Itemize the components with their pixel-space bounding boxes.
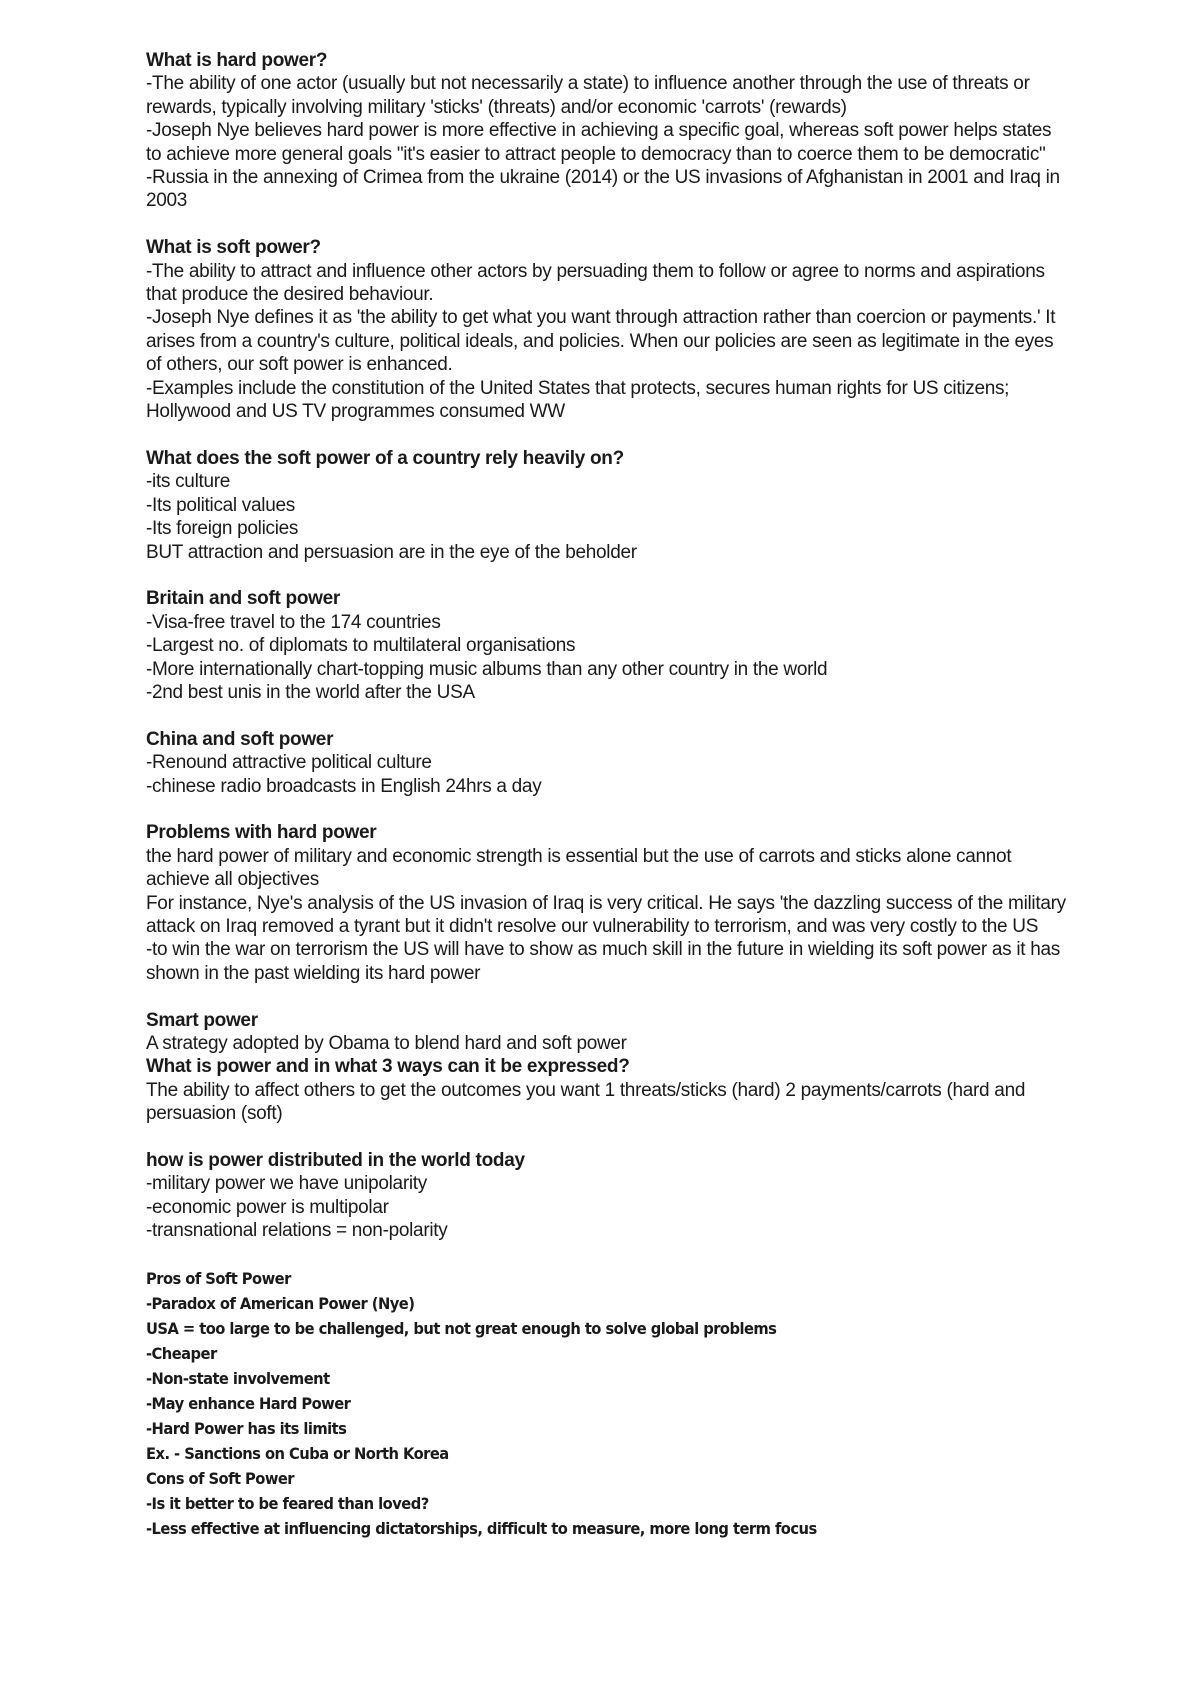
section-line: the hard power of military and economic strength is essential but the use of carrots and sticks alone cannot achieve all objectives xyxy=(146,845,1012,891)
section-line: BUT attraction and persuasion are in the eye of the beholder xyxy=(146,541,637,563)
section-heading: China and soft power xyxy=(146,728,334,750)
section-soft-power-reliance xyxy=(146,447,1066,564)
section-line: For instance, Nye's analysis of the US invasion of Iraq is very critical. He says 'the dazzling success of the military attack on Iraq removed a tyrant but it didn't resolve our vulnerability to terrorism, and was very costly to the US xyxy=(146,892,1066,937)
pros-item: -May enhance Hard Power xyxy=(146,1394,351,1413)
cons-item: -Less effective at influencing dictatorships, difficult to measure, more long term focus xyxy=(146,1519,817,1538)
section-line: -Examples include the constitution of the United States that protects, secures human rights for US citizens; Hollywood and US TV programmes consumed WW xyxy=(146,377,1010,423)
section-heading: What does the soft power of a country rely heavily on? xyxy=(146,447,624,469)
pros-item: -Hard Power has its limits xyxy=(146,1419,347,1438)
section-soft-power xyxy=(146,236,1066,423)
document-page xyxy=(146,49,1066,1541)
section-line: -economic power is multipolar xyxy=(146,1196,389,1218)
section-line: -Largest no. of diplomats to multilateral organisations xyxy=(146,635,576,657)
section-line: -Renound attractive political culture xyxy=(146,752,432,774)
section-heading: Britain and soft power xyxy=(146,588,340,610)
section-line: -to win the war on terrorism the US will have to show as much skill in the future in wielding its soft power as it has shown in the past wielding its hard power xyxy=(146,939,1060,984)
section-line: -Joseph Nye defines it as 'the ability to get what you want through attraction rather than coercion or payments.' It arises from a country's culture, political ideals, and policies. When our policies are seen as legitimate in the eyes of others, our soft power is enhanced. xyxy=(146,307,1056,376)
section-china xyxy=(146,728,1066,798)
section-line: -Visa-free travel to the 174 countries xyxy=(146,611,441,633)
section-line: -2nd best unis in the world after the USA xyxy=(146,681,475,703)
section-heading: What is hard power? xyxy=(146,50,328,71)
section-smart-power xyxy=(146,1009,1066,1056)
section-line: -The ability of one actor (usually but not necessarily a state) to influence another through the use of threats or rewards, typically involving military 'sticks' (threats) and/or economic 'carrots' (rewards) xyxy=(146,73,1030,118)
section-line: -military power we have unipolarity xyxy=(146,1173,427,1195)
section-hard-power xyxy=(146,49,1066,213)
section-power-expression xyxy=(146,1055,1066,1125)
section-heading: What is power and in what 3 ways can it be expressed? xyxy=(146,1056,630,1078)
section-problems-hard-power xyxy=(146,821,1066,985)
section-heading: Problems with hard power xyxy=(146,822,377,844)
pros-item: -Non-state involvement xyxy=(146,1369,330,1388)
section-line: -transnational relations = non-polarity xyxy=(146,1220,448,1242)
section-power-distribution xyxy=(146,1149,1066,1243)
section-heading: Smart power xyxy=(146,1009,258,1031)
section-line: -The ability to attract and influence other actors by persuading them to follow or agree to norms and aspirations that produce the desired behaviour. xyxy=(146,260,1045,306)
section-britain xyxy=(146,587,1066,704)
section-line: -Its political values xyxy=(146,494,295,516)
section-line: -Its foreign policies xyxy=(146,518,299,540)
section-line: -Joseph Nye believes hard power is more effective in achieving a specific goal, whereas soft power helps states to achieve more general goals "it's easier to attract people to democracy than to coerce them to be democratic" xyxy=(146,120,1052,165)
pros-heading: Pros of Soft Power xyxy=(146,1269,291,1288)
section-line: A strategy adopted by Obama to blend hard and soft power xyxy=(146,1032,627,1054)
pros-item: Ex. - Sanctions on Cuba or North Korea xyxy=(146,1444,449,1463)
section-heading: how is power distributed in the world today xyxy=(146,1149,525,1171)
cons-item: -Is it better to be feared than loved? xyxy=(146,1494,429,1513)
pros-cons-list xyxy=(146,1266,992,1541)
pros-item: -Paradox of American Power (Nye) xyxy=(146,1294,415,1313)
pros-item: -Cheaper xyxy=(146,1344,217,1363)
section-line: -its culture xyxy=(146,471,231,493)
cons-heading: Cons of Soft Power xyxy=(146,1469,295,1488)
section-line: The ability to affect others to get the outcomes you want 1 threats/sticks (hard) 2 payments/carrots (hard and persuasion (soft) xyxy=(146,1079,1026,1125)
section-line: -More internationally chart-topping music albums than any other country in the world xyxy=(146,658,828,680)
pros-item: USA = too large to be challenged, but not great enough to solve global problems xyxy=(146,1319,777,1338)
section-line: -chinese radio broadcasts in English 24hrs a day xyxy=(146,775,542,797)
section-line: -Russia in the annexing of Crimea from the ukraine (2014) or the US invasions of Afghanistan in 2001 and Iraq in 2003 xyxy=(146,167,1060,212)
section-heading: What is soft power? xyxy=(146,237,321,259)
